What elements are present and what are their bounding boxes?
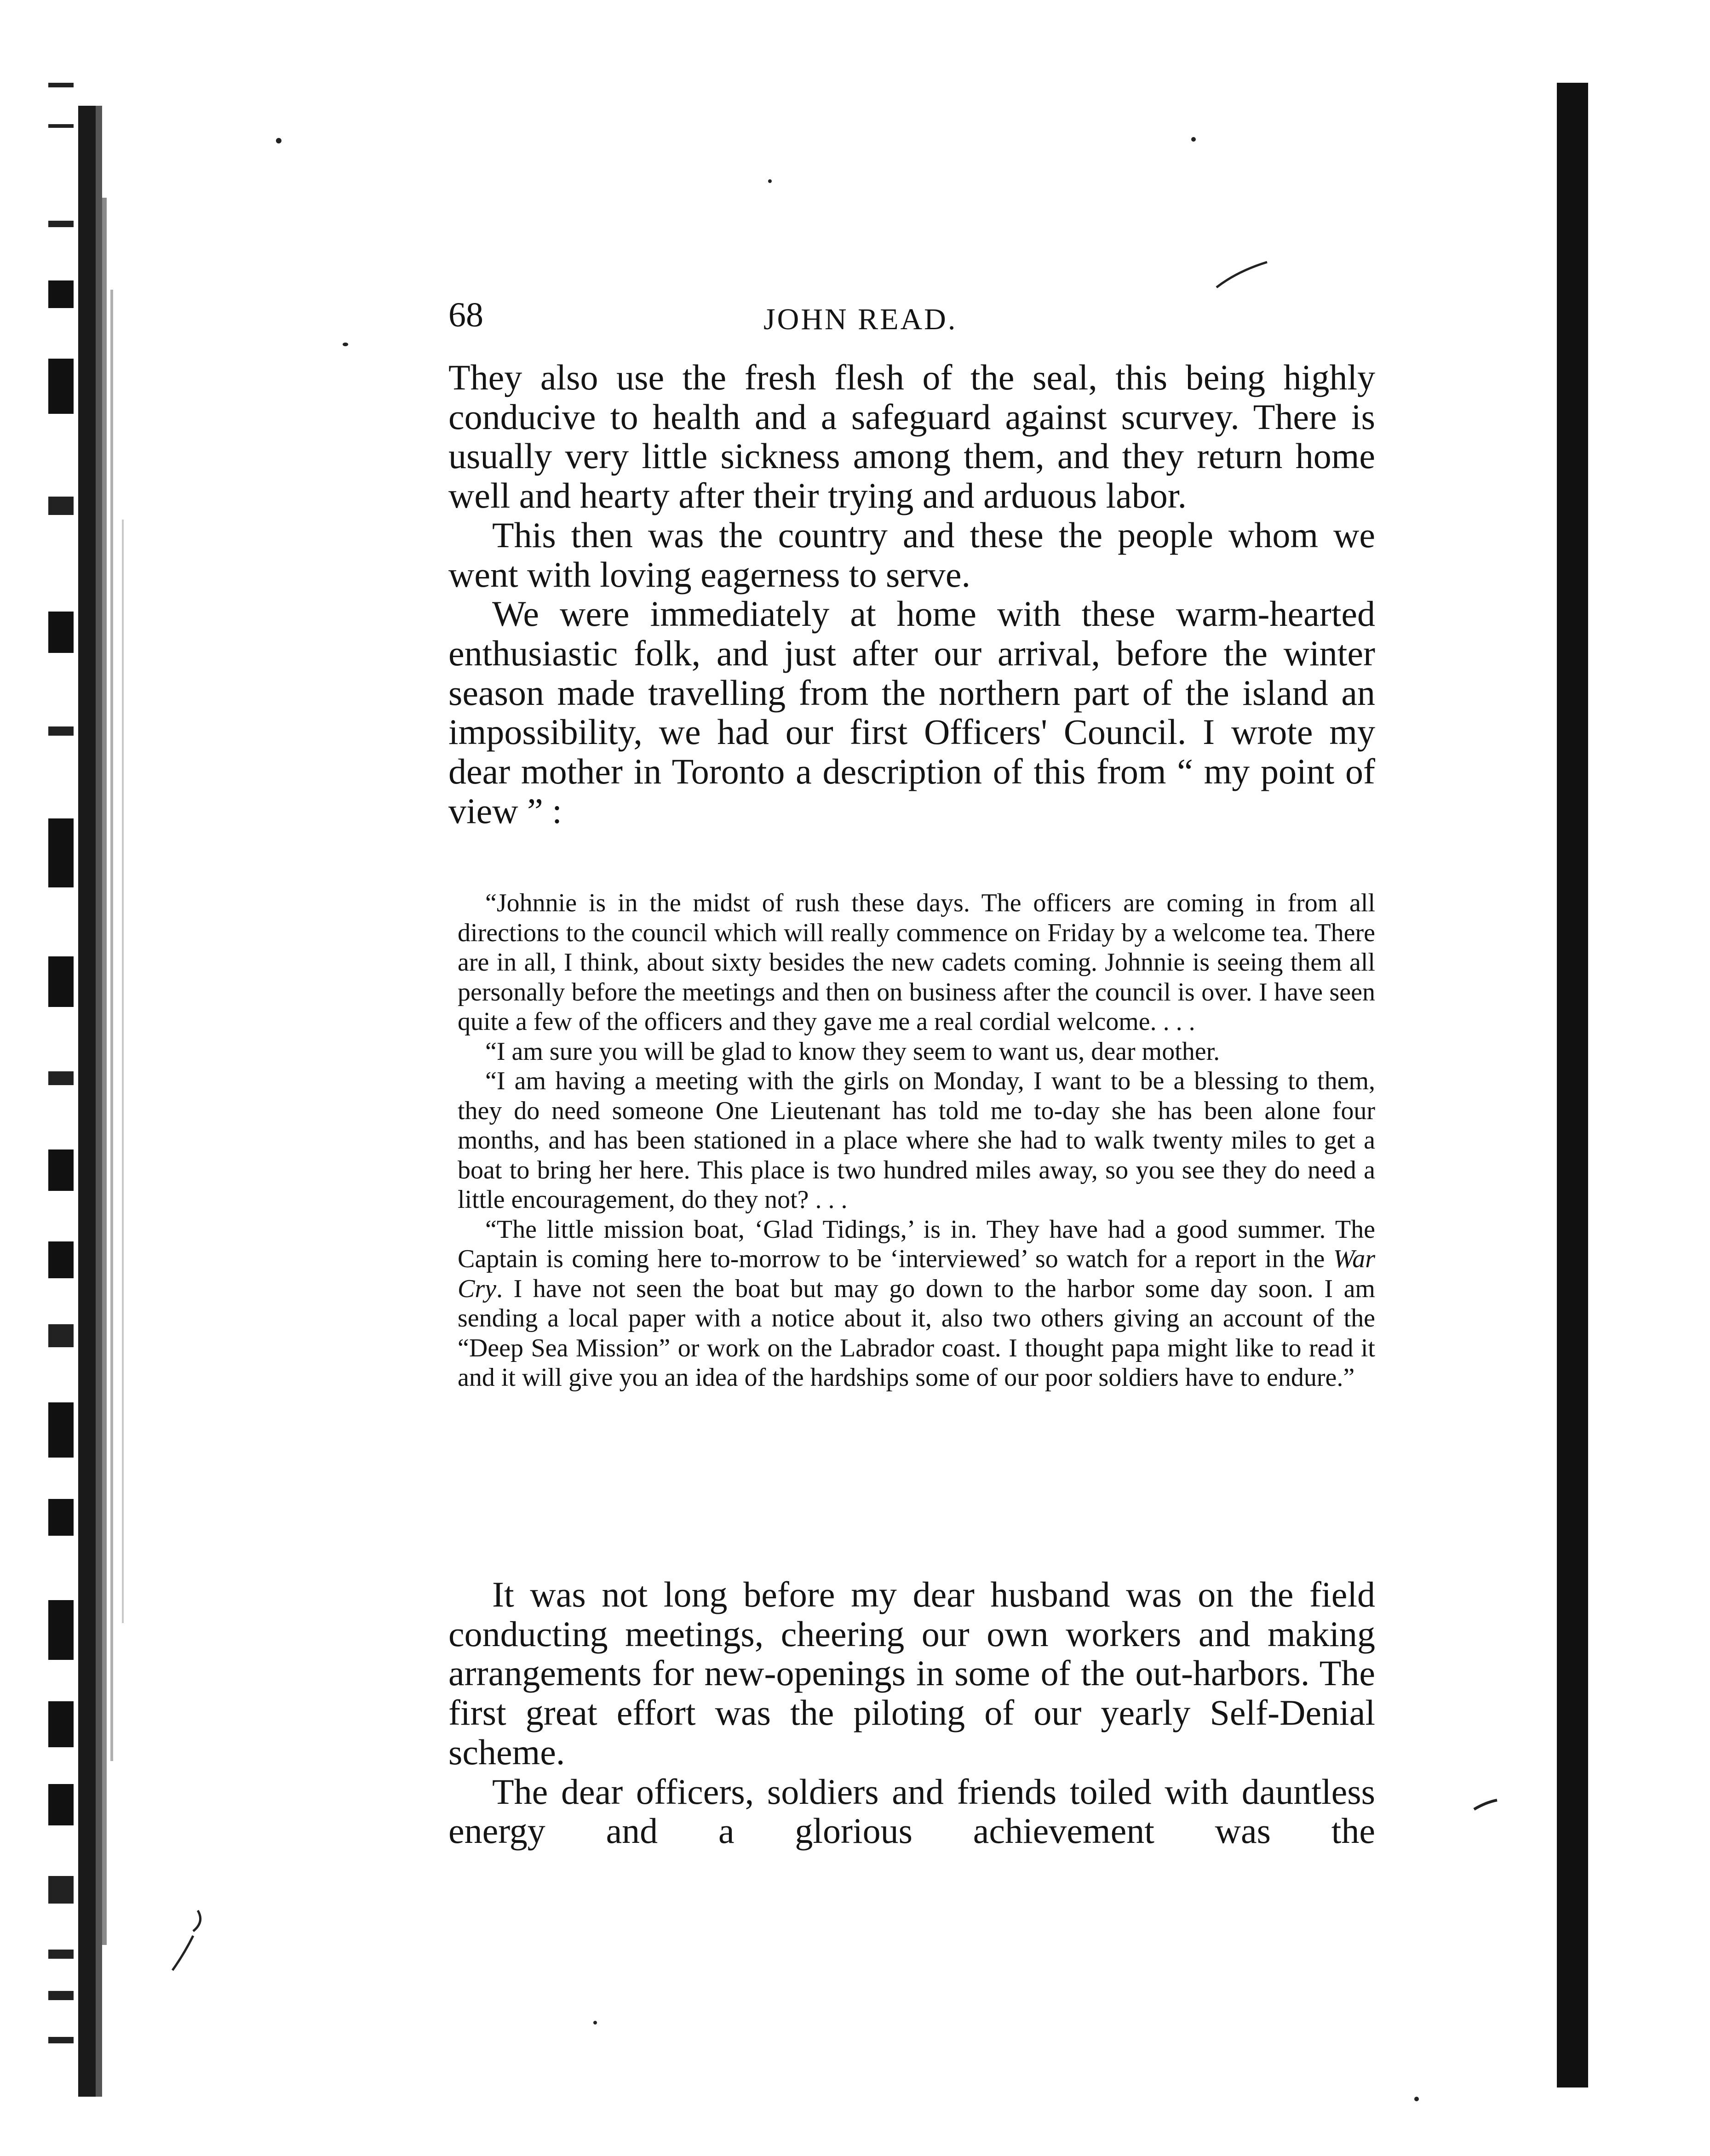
paragraph: They also use the fresh flesh of the seal, this being highly conducive to health and a safeguard against scurvey. There is usually very little sickness among them, and they return home well and hearty after their trying and arduous labor. xyxy=(448,357,1375,516)
scan-speck xyxy=(1191,137,1196,142)
paragraph: The dear officers, soldiers and friends toiled with dauntless energy and a glorious achievement was the xyxy=(448,1771,1375,1851)
scan-bar-marks xyxy=(44,83,76,2097)
paragraph: This then was the country and these the people whom we went with loving eagerness to serve. xyxy=(448,515,1375,595)
letter-text: . I have not seen the boat but may go down to the harbor some day soon. I am sending a local paper with a notice about it, also two others giving an account of the “Deep Sea Mission” or work on the Labrador coast. I thought papa might like to read it and it will give you an idea of the hardships some of our poor soldiers have to endure.” xyxy=(458,1274,1375,1392)
quoted-letter xyxy=(458,888,1375,1393)
body-text-bottom xyxy=(448,1575,1375,1851)
scan-edge-artifact xyxy=(78,106,161,2097)
body-text-top xyxy=(448,358,1375,830)
scan-speck xyxy=(768,179,772,183)
scan-speck xyxy=(343,343,348,346)
scan-right-edge-bar xyxy=(1557,83,1588,2087)
newspaper-title: War Cry xyxy=(458,1245,1375,1303)
pen-mark xyxy=(166,1908,207,1973)
scan-speck xyxy=(593,2021,597,2024)
page-number: 68 xyxy=(448,296,483,334)
paragraph: It was not long before my dear husband was on the field conducting meetings, cheering our own workers and making arrangements for new-openings in some of the out-harbors. The first great effort was the piloting of our yearly Self-Denial scheme. xyxy=(448,1574,1375,1772)
letter-paragraph: “I am sure you will be glad to know they seem to want us, dear mother. xyxy=(485,1037,1220,1066)
pen-mark xyxy=(1214,260,1269,292)
scan-speck xyxy=(276,138,281,143)
running-head: JOHN READ. xyxy=(763,303,958,336)
pen-mark xyxy=(1472,1798,1499,1812)
letter-text: “The little mission boat, ‘Glad Tidings,’ is in. They have had a good summer. The Captain is coming here to-morrow to be ‘interviewed’ so watch for a report in the xyxy=(458,1215,1375,1273)
paragraph: We were immediately at home with these warm-hearted enthusiastic folk, and just after our arrival, before the winter season made travelling from the northern part of the island an impossibility, we had our first Officers' Council. I wrote my dear mother in Toronto a description of this from “ my point of view ” : xyxy=(448,594,1375,831)
letter-paragraph xyxy=(458,1215,1375,1393)
letter-paragraph: “Johnnie is in the midst of rush these days. The officers are coming in from all directions to the council which will really commence on Friday by a welcome tea. There are in all, I think, about sixty besides the new cadets coming. Johnnie is seeing them all personally before the meetings and then on business after the council is over. I have seen quite a few of the officers and they gave me a real cordial welcome. . . . xyxy=(458,889,1375,1036)
scan-speck xyxy=(1414,2097,1419,2101)
letter-paragraph: “I am having a meeting with the girls on Monday, I want to be a blessing to them, they do need someone One Lieutenant has told me to-day she has been alone four months, and has been stationed in a place where she had to walk twenty miles to get a boat to bring her here. This place is two hundred miles away, so you see they do need a little encouragement, do they not? . . . xyxy=(458,1067,1375,1214)
